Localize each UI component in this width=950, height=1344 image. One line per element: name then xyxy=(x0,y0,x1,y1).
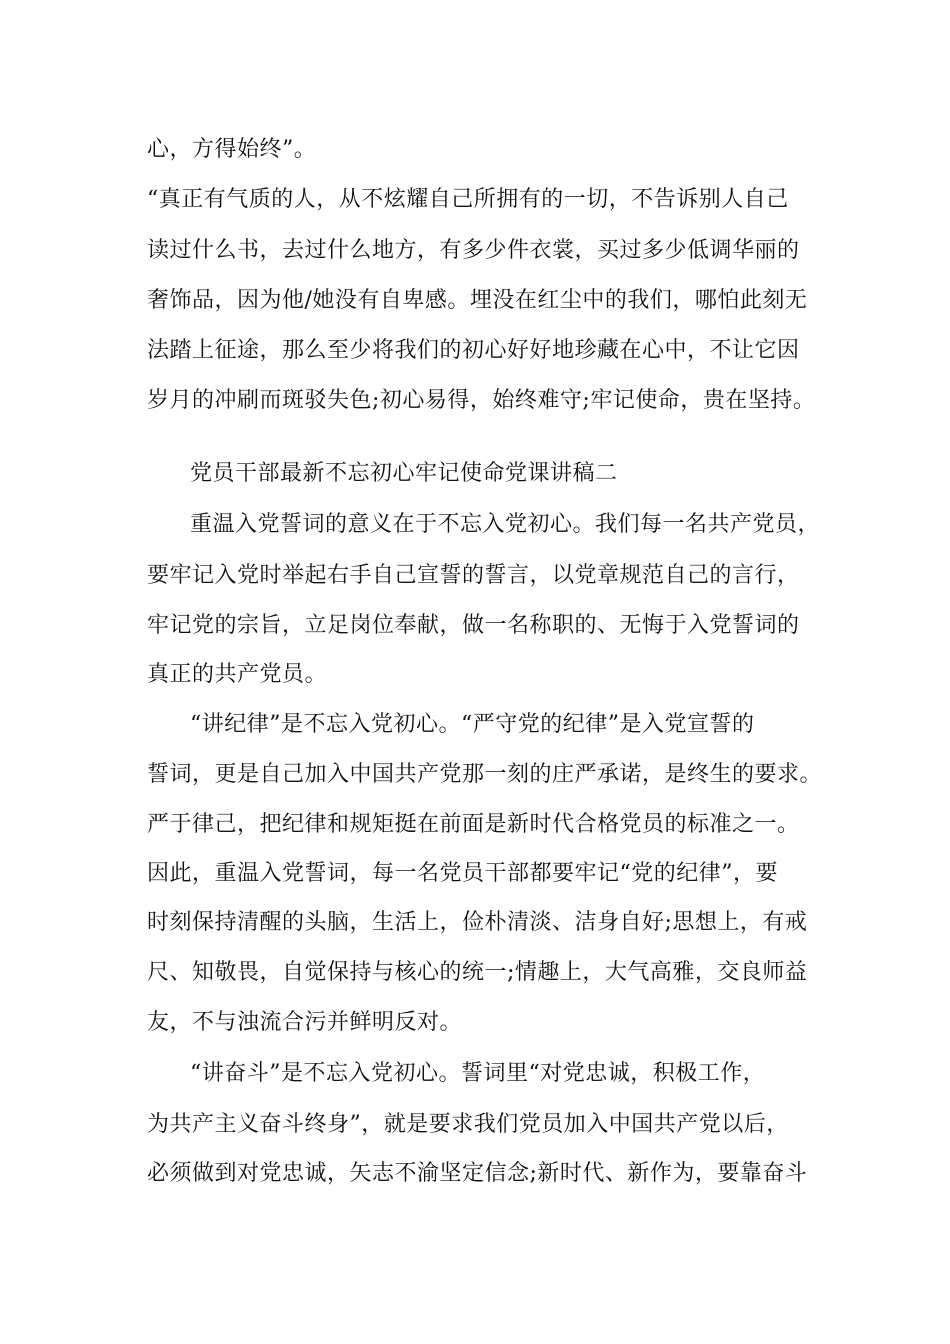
text-line: 重温入党誓词的意义在于不忘入党初心。我们每一名共产党员， xyxy=(190,512,821,537)
text-line: 为共产主义奋斗终身”，就是要求我们党员加入中国共产党以后， xyxy=(147,1112,789,1137)
section-heading: 党员干部最新不忘初心牢记使命党课讲稿二 xyxy=(190,461,618,486)
text-line: 牢记党的宗旨，立足岗位奉献，做一名称职的、无悔于入党誓词的 xyxy=(147,613,800,638)
text-line: 因此，重温入党誓词，每一名党员干部都要牢记“党的纪律”，要 xyxy=(147,861,778,886)
text-line: 心，方得始终”。 xyxy=(147,137,317,162)
text-line: 要牢记入党时举起右手自己宣誓的誓言，以党章规范自己的言行， xyxy=(147,563,800,588)
text-line: “讲纪律”是不忘入党初心。“严守党的纪律”是入党宣誓的 xyxy=(190,712,755,737)
text-line: 严于律己，把纪律和规矩挺在前面是新时代合格党员的标准之一。 xyxy=(147,812,800,837)
text-line: 法踏上征途，那么至少将我们的初心好好地珍藏在心中，不让它因 xyxy=(147,338,800,363)
text-line: 誓词，更是自己加入中国共产党那一刻的庄严承诺，是终生的要求。 xyxy=(147,762,823,787)
text-line: “讲奋斗”是不忘入党初心。誓词里“对党忠诚，积极工作， xyxy=(190,1061,766,1086)
text-line: “真正有气质的人，从不炫耀自己所拥有的一切，不告诉别人自己 xyxy=(147,187,789,212)
text-line: 奢饰品，因为他/她没有自卑感。埋没在红尘中的我们，哪怕此刻无 xyxy=(147,288,808,313)
text-line: 读过什么书，去过什么地方，有多少件衣裳，买过多少低调华丽的 xyxy=(147,238,800,263)
text-line: 必须做到对党忠诚，矢志不渝坚定信念;新时代、新作为，要靠奋斗 xyxy=(147,1161,808,1186)
text-line: 友，不与浊流合污并鲜明反对。 xyxy=(147,1010,463,1035)
text-line: 尺、知敬畏，自觉保持与核心的统一;情趣上，大气高雅，交良师益 xyxy=(147,960,808,985)
text-line: 真正的共产党员。 xyxy=(147,662,328,687)
text-line: 时刻保持清醒的头脑，生活上，俭朴清淡、洁身自好;思想上，有戒 xyxy=(147,910,808,935)
text-line: 岁月的冲刷而斑驳失色;初心易得，始终难守;牢记使命，贵在坚持。 xyxy=(147,388,816,413)
